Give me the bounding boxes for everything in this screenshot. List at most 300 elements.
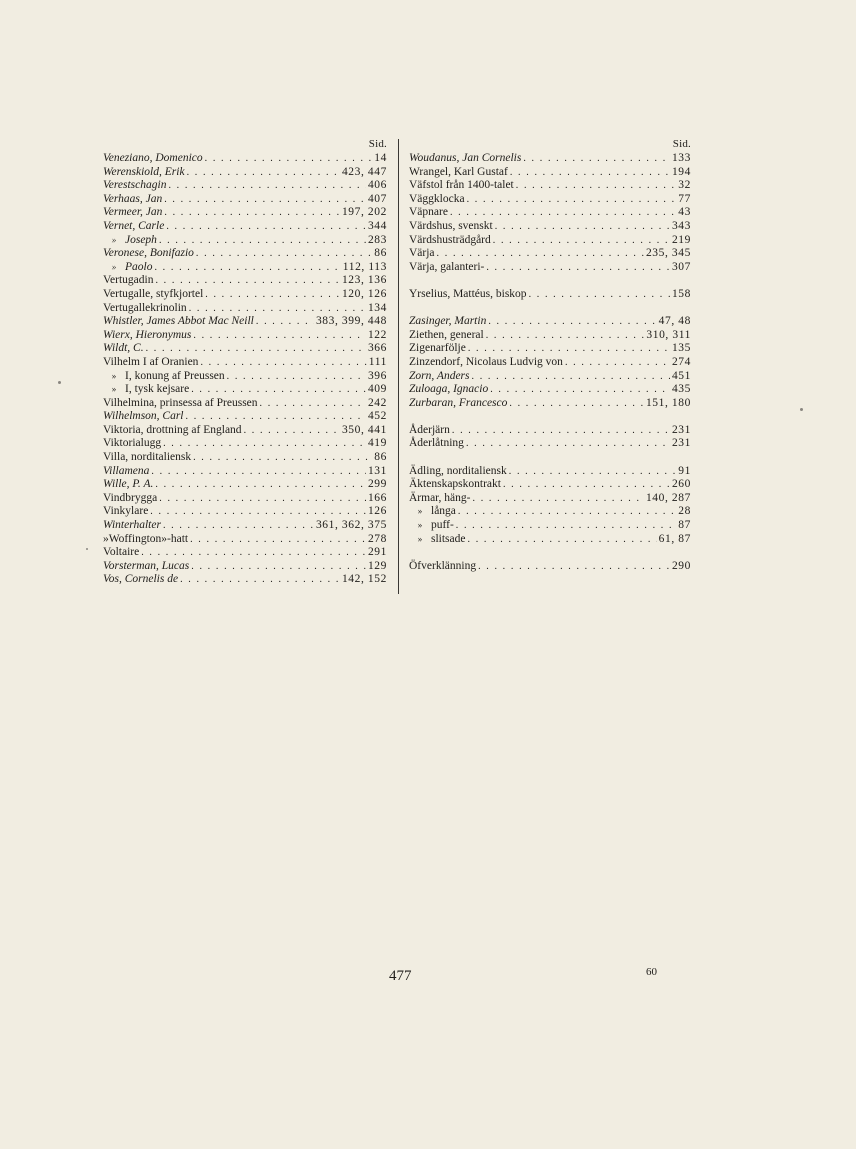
- entry-pages: 452: [367, 410, 387, 423]
- leader-dots: [484, 329, 645, 343]
- index-entry: [409, 288, 691, 302]
- entry-text: Vermeer, Jan: [103, 206, 163, 219]
- index-entry: [103, 465, 387, 479]
- index-entry: [409, 179, 691, 193]
- entry-pages: 158: [671, 287, 691, 300]
- entry-text: Värja: [409, 247, 435, 260]
- left-sid-heading: Sid.: [368, 138, 387, 150]
- entry-text: Werenskiold, Erik: [103, 165, 185, 178]
- index-entry: [409, 424, 691, 438]
- entry-text: Ziethen, general: [409, 328, 484, 341]
- entry-name: [103, 533, 188, 547]
- entry-name: [409, 247, 435, 261]
- leader-dots: [484, 261, 670, 275]
- entry-pages: 112, 113: [342, 260, 387, 273]
- entry-name: [103, 505, 148, 519]
- paper-speck: [800, 408, 803, 411]
- entry-name: [103, 546, 139, 560]
- index-entry: [103, 424, 387, 438]
- leader-dots: [184, 410, 366, 424]
- entry-name: [409, 166, 508, 180]
- entry-pages: 61, 87: [658, 532, 691, 545]
- entry-name: [103, 397, 258, 411]
- index-entry: [103, 505, 387, 519]
- entry-text: Väggklocka: [409, 192, 465, 205]
- index-entry: [409, 166, 691, 180]
- entry-text: puff-: [431, 519, 454, 532]
- entry-name: [409, 261, 484, 275]
- entry-name: [103, 410, 184, 424]
- entry-name: [409, 152, 521, 166]
- entry-text: slitsade: [431, 532, 466, 545]
- index-entry: [103, 234, 387, 248]
- entry-text: Zuloaga, Ignacio: [409, 383, 489, 396]
- entry-text: Värdshusträdgård: [409, 233, 491, 246]
- leader-dots: [189, 383, 366, 397]
- leader-dots: [521, 152, 670, 166]
- entry-name: [409, 465, 507, 479]
- entry-text: Åderjärn: [409, 423, 450, 436]
- index-entry: [409, 220, 691, 234]
- entry-name: [409, 383, 488, 397]
- leader-dots: [162, 206, 340, 220]
- entry-pages: 409: [367, 383, 387, 396]
- entry-name: [103, 356, 198, 370]
- leader-dots: [470, 370, 670, 384]
- entry-pages: 350, 441: [341, 423, 387, 436]
- entry-text: Vilhelmina, prinsessa af Preussen: [103, 396, 258, 409]
- index-entry: [103, 356, 387, 370]
- entry-pages: 122: [367, 328, 387, 341]
- index-entry: [409, 465, 691, 479]
- entry-pages: 133: [671, 152, 691, 164]
- index-entry: [103, 152, 387, 166]
- entry-text: Vilhelm I af Oranien: [103, 355, 199, 368]
- leader-dots: [466, 342, 670, 356]
- index-entry: [103, 492, 387, 506]
- entry-pages: 219: [671, 233, 691, 246]
- leader-dots: [225, 370, 366, 384]
- index-entry: [409, 370, 691, 384]
- index-entry: [103, 451, 387, 465]
- leader-dots: [514, 179, 677, 193]
- entry-text: Zorn, Anders: [409, 369, 470, 382]
- index-entry: [409, 519, 691, 533]
- entry-text: Vertugadin: [103, 274, 154, 287]
- index-entry: [103, 315, 387, 329]
- leader-dots: [486, 315, 656, 329]
- entry-name: [103, 206, 162, 220]
- entry-name: [409, 533, 466, 547]
- paper-speck: [58, 381, 61, 384]
- entry-text: Winterhalter: [103, 519, 161, 532]
- index-entry: [103, 220, 387, 234]
- entry-name: [103, 179, 166, 193]
- leader-dots: [464, 437, 670, 451]
- leader-dots: [139, 546, 366, 560]
- entry-pages: 86: [374, 247, 387, 260]
- entry-pages: 134: [367, 301, 387, 314]
- entry-text: Viktorialugg: [103, 437, 162, 450]
- entry-pages: 260: [671, 478, 691, 491]
- entry-name: [103, 519, 161, 533]
- entry-text: Woudanus, Jan Cornelis: [409, 152, 522, 164]
- right-index-list: [409, 152, 691, 573]
- entry-text: Vos, Cornelis de: [103, 573, 179, 586]
- entry-text: Yrselius, Mattéus, biskop: [409, 287, 527, 300]
- leader-dots: [161, 437, 366, 451]
- ditto-mark: »: [417, 533, 423, 544]
- right-sid-heading: Sid.: [672, 138, 691, 150]
- entry-pages: 231: [671, 437, 691, 450]
- leader-dots: [189, 560, 366, 574]
- entry-name: [103, 383, 189, 397]
- entry-pages: 291: [367, 546, 387, 559]
- entry-pages: 111: [368, 355, 387, 368]
- entry-text: Voltaire: [103, 546, 140, 559]
- entry-name: [409, 397, 507, 411]
- entry-pages: 77: [678, 192, 691, 205]
- leader-dots: [187, 302, 366, 316]
- entry-name: [103, 247, 194, 261]
- leader-dots: [185, 166, 340, 180]
- leader-dots: [203, 152, 373, 166]
- entry-name: [103, 166, 185, 180]
- entry-text: Zurbaran, Francesco: [409, 396, 508, 409]
- index-entry: [409, 329, 691, 343]
- leader-dots: [164, 220, 366, 234]
- leader-dots: [488, 383, 670, 397]
- entry-pages: 86: [374, 451, 387, 464]
- entry-text: Åderlåtning: [409, 437, 464, 450]
- entry-name: [103, 560, 189, 574]
- entry-name: [409, 492, 471, 506]
- index-entry: [103, 383, 387, 397]
- index-entry: [409, 478, 691, 492]
- entry-text: Värdshus, svenskt: [409, 219, 493, 232]
- entry-name: [409, 234, 491, 248]
- entry-text: Zasinger, Martin: [409, 315, 487, 328]
- entry-text: Vorsterman, Lucas: [103, 559, 190, 572]
- entry-text: Vinkylare: [103, 505, 149, 518]
- entry-text: Zigenarfölje: [409, 342, 466, 355]
- entry-pages: 344: [367, 219, 387, 232]
- entry-name: [103, 424, 242, 438]
- ditto-mark: »: [111, 234, 117, 245]
- entry-pages: 135: [671, 342, 691, 355]
- entry-text: Wrangel, Karl Gustaf: [409, 165, 508, 178]
- entry-pages: 283: [367, 233, 387, 246]
- leader-dots: [191, 451, 372, 465]
- entry-name: [409, 437, 464, 451]
- leader-dots: [198, 356, 366, 370]
- entry-text: Verestschagin: [103, 179, 167, 192]
- index-entry: [103, 166, 387, 180]
- leader-dots: [476, 560, 670, 574]
- entry-text: Väpnare: [409, 206, 448, 219]
- entry-text: långa: [431, 505, 456, 518]
- leader-dots: [254, 315, 314, 329]
- entry-name: [103, 152, 203, 166]
- entry-pages: 299: [367, 478, 387, 491]
- leader-dots: [242, 424, 340, 438]
- leader-dots: [491, 234, 670, 248]
- index-entry: [409, 505, 691, 519]
- entry-text: I, tysk kejsare: [125, 383, 190, 396]
- index-entry: [409, 342, 691, 356]
- leader-dots: [501, 478, 670, 492]
- entry-name: [103, 234, 157, 248]
- entry-name: [103, 573, 178, 587]
- leader-dots: [493, 220, 670, 234]
- index-entry: [103, 193, 387, 207]
- index-entry: [103, 206, 387, 220]
- entry-name: [409, 315, 486, 329]
- ditto-mark: »: [417, 520, 423, 531]
- signature-mark: 60: [646, 966, 657, 978]
- index-entry: [409, 356, 691, 370]
- entry-name: [409, 505, 456, 519]
- index-entry: [409, 383, 691, 397]
- index-entry: [103, 560, 387, 574]
- leader-dots: [166, 179, 365, 193]
- entry-text: I, konung af Preussen: [125, 369, 225, 382]
- entry-text: Öfverklänning: [409, 559, 477, 572]
- entry-pages: 166: [367, 491, 387, 504]
- entry-text: Viktoria, drottning af England: [103, 423, 242, 436]
- index-entry: [409, 397, 691, 411]
- entry-text: Paolo: [125, 260, 153, 273]
- index-entry: [103, 179, 387, 193]
- entry-pages: 126: [367, 505, 387, 518]
- column-divider: [398, 139, 399, 594]
- leader-dots: [148, 505, 366, 519]
- ditto-mark: »: [417, 506, 423, 517]
- leader-dots: [507, 465, 677, 479]
- leader-dots: [435, 247, 644, 261]
- entry-name: [409, 220, 493, 234]
- leader-dots: [508, 166, 670, 180]
- entry-text: Väfstol från 1400-talet: [409, 179, 514, 192]
- right-column: [409, 137, 691, 573]
- entry-pages: 32: [678, 179, 691, 192]
- entry-name: [103, 437, 161, 451]
- leader-dots: [157, 492, 366, 506]
- entry-pages: 151, 180: [645, 396, 691, 409]
- entry-name: [103, 288, 203, 302]
- entry-pages: 343: [671, 219, 691, 232]
- index-entry: [103, 370, 387, 384]
- entry-name: [409, 424, 450, 438]
- entry-name: [409, 193, 465, 207]
- entry-name: [103, 492, 157, 506]
- index-entry: [103, 329, 387, 343]
- ditto-mark: »: [111, 384, 117, 395]
- entry-pages: 235, 345: [645, 247, 691, 260]
- entry-text: Vertugallekrinolin: [103, 301, 187, 314]
- index-entry: [409, 315, 691, 329]
- index-entry: [409, 206, 691, 220]
- paper-speck: [86, 548, 88, 550]
- index-entry: [409, 234, 691, 248]
- leader-dots: [191, 329, 366, 343]
- entry-pages: 361, 362, 375: [315, 519, 387, 532]
- page-number: 477: [389, 968, 412, 984]
- entry-name: [409, 329, 484, 343]
- leader-dots: [149, 465, 366, 479]
- entry-name: [103, 274, 153, 288]
- entry-name: [103, 451, 191, 465]
- index-entry: [409, 533, 691, 547]
- leader-dots: [157, 234, 366, 248]
- entry-text: Joseph: [125, 233, 157, 246]
- leader-dots: [471, 492, 644, 506]
- entry-pages: 310, 311: [646, 328, 691, 341]
- leader-dots: [161, 519, 314, 533]
- entry-name: [409, 370, 470, 384]
- entry-text: Ärmar, häng-: [409, 491, 471, 504]
- index-entry: [103, 274, 387, 288]
- entry-name: [103, 315, 254, 329]
- entry-pages: 407: [367, 192, 387, 205]
- leader-dots: [466, 533, 657, 547]
- index-entry: [103, 573, 387, 587]
- leader-dots: [450, 424, 670, 438]
- leader-dots: [456, 505, 676, 519]
- entry-pages: 120, 126: [341, 287, 387, 300]
- entry-pages: 435: [671, 383, 691, 396]
- entry-pages: 197, 202: [341, 206, 387, 219]
- entry-text: Ädling, norditaliensk: [409, 464, 507, 477]
- index-entry: [409, 560, 691, 574]
- entry-pages: 451: [671, 369, 691, 382]
- entry-text: »Woffington»-hatt: [103, 532, 189, 545]
- entry-pages: 129: [367, 559, 387, 572]
- entry-name: [103, 370, 225, 384]
- entry-text: Värja, galanteri-: [409, 260, 485, 273]
- entry-name: [103, 220, 164, 234]
- index-entry: [103, 546, 387, 560]
- entry-text: Veronese, Bonifazio: [103, 247, 194, 260]
- entry-name: [409, 519, 454, 533]
- ditto-mark: »: [111, 370, 117, 381]
- leader-dots: [203, 288, 340, 302]
- entry-pages: 406: [367, 179, 387, 192]
- entry-name: [409, 179, 514, 193]
- index-entry: [103, 519, 387, 533]
- index-entry: [103, 533, 387, 547]
- entry-name: [103, 193, 162, 207]
- entry-pages: 242: [367, 396, 387, 409]
- entry-name: [409, 342, 466, 356]
- entry-pages: 423, 447: [341, 165, 387, 178]
- entry-text: Vertugalle, styfkjortel: [103, 287, 204, 300]
- ditto-mark: »: [111, 261, 117, 272]
- entry-pages: 140, 287: [645, 491, 691, 504]
- entry-pages: 231: [671, 423, 691, 436]
- entry-pages: 419: [367, 437, 387, 450]
- index-entry: [409, 152, 691, 166]
- entry-name: [103, 261, 152, 275]
- leader-dots: [448, 206, 676, 220]
- entry-pages: 131: [367, 464, 387, 477]
- entry-pages: 366: [367, 342, 387, 355]
- index-entry: [103, 302, 387, 316]
- entry-pages: 14: [374, 152, 387, 164]
- index-entry: [103, 410, 387, 424]
- entry-pages: 43: [678, 206, 691, 219]
- leader-dots: [507, 397, 644, 411]
- entry-text: Wille, P. A.: [103, 478, 154, 491]
- index-entry: [103, 261, 387, 275]
- index-entry: [103, 288, 387, 302]
- entry-name: [103, 478, 153, 492]
- entry-text: Wierx, Hieronymus: [103, 328, 192, 341]
- entry-name: [103, 302, 187, 316]
- entry-text: Wilhelmson, Carl: [103, 410, 184, 423]
- entry-text: Äktenskapskontrakt: [409, 478, 501, 491]
- entry-text: Whistler, James Abbot Mac Neill: [103, 315, 254, 328]
- entry-name: [409, 478, 501, 492]
- entry-name: [409, 356, 563, 370]
- entry-pages: 142, 152: [341, 573, 387, 586]
- entry-name: [103, 465, 149, 479]
- entry-pages: 396: [367, 369, 387, 382]
- entry-pages: 278: [367, 532, 387, 545]
- entry-pages: 274: [671, 355, 691, 368]
- leader-dots: [465, 193, 677, 207]
- entry-pages: 47, 48: [658, 315, 691, 328]
- entry-pages: 87: [678, 519, 691, 532]
- index-entry: [409, 492, 691, 506]
- leader-dots: [153, 478, 366, 492]
- entry-text: Verhaas, Jan: [103, 192, 163, 205]
- entry-text: Villamena: [103, 464, 150, 477]
- left-index-list: [103, 152, 387, 587]
- index-entry: [409, 261, 691, 275]
- leader-dots: [258, 397, 366, 411]
- index-entry: [409, 247, 691, 261]
- leader-dots: [152, 261, 340, 275]
- index-entry: [409, 437, 691, 451]
- leader-dots: [162, 193, 366, 207]
- entry-pages: 28: [678, 505, 691, 518]
- entry-name: [409, 288, 527, 302]
- leader-dots: [178, 573, 340, 587]
- leader-dots: [188, 533, 366, 547]
- leader-dots: [563, 356, 670, 370]
- entry-pages: 91: [678, 464, 691, 477]
- entry-text: Villa, norditaliensk: [103, 451, 192, 464]
- leader-dots: [527, 288, 670, 302]
- index-entry: [103, 437, 387, 451]
- entry-text: Wildt, C.: [103, 342, 144, 355]
- entry-name: [103, 329, 191, 343]
- left-column: [103, 137, 387, 587]
- leader-dots: [144, 342, 366, 356]
- entry-name: [409, 560, 476, 574]
- entry-pages: 290: [671, 559, 691, 572]
- index-entry: [103, 478, 387, 492]
- index-entry: [103, 247, 387, 261]
- entry-pages: 383, 399, 448: [315, 315, 387, 328]
- entry-name: [103, 342, 144, 356]
- index-entry: [103, 342, 387, 356]
- entry-name: [409, 206, 448, 220]
- entry-pages: 123, 136: [341, 274, 387, 287]
- entry-text: Vernet, Carle: [103, 219, 165, 232]
- entry-pages: 194: [671, 165, 691, 178]
